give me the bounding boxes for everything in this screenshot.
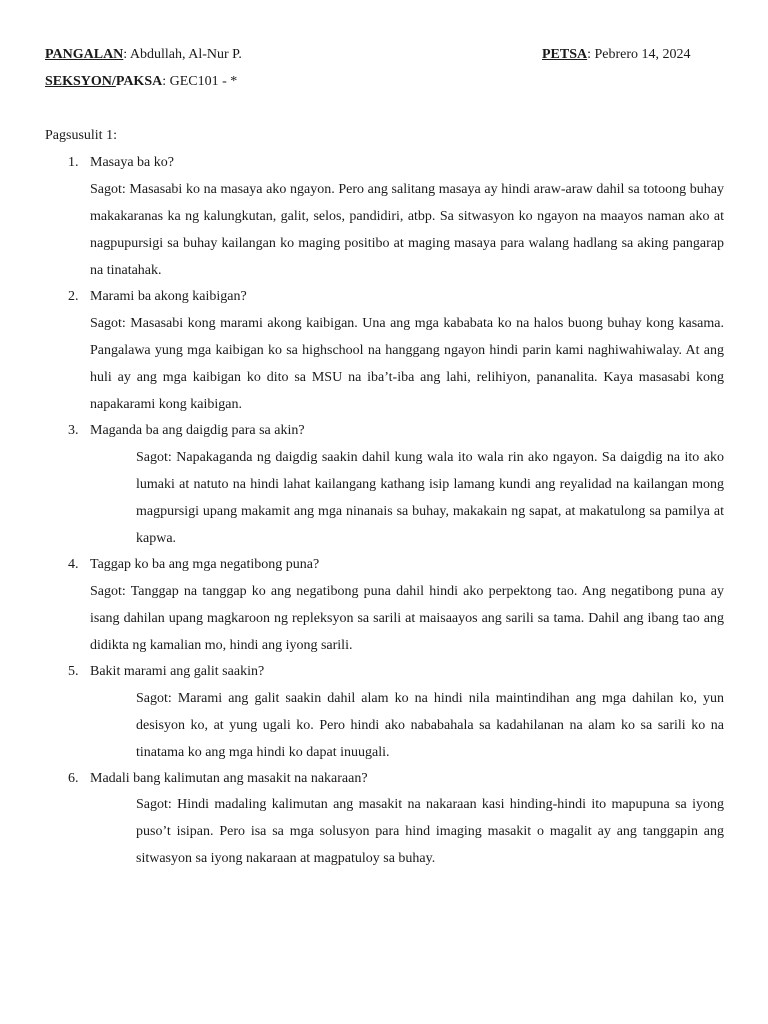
question-number: 1. — [68, 155, 79, 170]
question-number: 6. — [68, 771, 79, 786]
answer-5: Sagot: Marami ang galit saakin dahil alam ko na hindi nila maintindihan ang mga dahilan ko, yun desisyon ko, at yung ugali ko. Pero hindi ako nababahala sa kadahilanan na alam ko sa sarili ko na tinatama ko ang mga hindi ko dapat inuugali. — [136, 691, 724, 760]
question-text: Bakit marami ang galit saakin? — [90, 664, 265, 679]
question-text: Madali bang kalimutan ang masakit na nakaraan? — [90, 771, 368, 786]
question-text: Taggap ko ba ang mga negatibong puna? — [90, 557, 320, 572]
name-value: : Abdullah, Al-Nur P. — [123, 47, 242, 62]
question-number: 5. — [68, 664, 79, 679]
question-number: 4. — [68, 557, 79, 572]
subject-label: PAKSA — [115, 74, 163, 89]
answer-1: Sagot: Masasabi ko na masaya ako ngayon. Pero ang salitang masaya ay hindi araw-araw dahil sa totoong buhay makakaranas ka ng kalungkutan, galit, selos, pandidiri, atbp. Sa sitwasyon ko ngayon na maayos naman ako at nagpupursigi sa buhay kailangan ko maging positibo at maging masaya para walang hadlang sa aking pangarap na tinatahak. — [90, 182, 724, 278]
date-label: PETSA — [542, 47, 588, 62]
question-text: Masaya ba ko? — [90, 155, 174, 170]
question-number: 2. — [68, 289, 79, 304]
quiz-title: Pagsusulit 1: — [45, 128, 117, 143]
question-4 — [68, 556, 728, 574]
question-5 — [68, 663, 728, 681]
section-line — [45, 73, 237, 91]
answer-4: Sagot: Tanggap na tanggap ko ang negatibong puna dahil hindi ako perpektong tao. Ang negatibong puna ay isang dahilan upang magkaroon ng repleksyon sa sarili at maisaayos ang sarili sa tama. Dahil ang ibang tao ang didikta ng kamalian mo, hindi ang iyong sarili. — [90, 584, 724, 653]
section-label: SEKSYON/ — [45, 74, 116, 89]
question-number: 3. — [68, 423, 79, 438]
question-6 — [68, 770, 728, 788]
answer-6: Sagot: Hindi madaling kalimutan ang masakit na nakaraan kasi hinding-hindi ito mapupuna sa iyong puso’t isipan. Pero isa sa mga solusyon para hind imaging masakit o magalit ay ang tanggapin ang sitwasyon sa iyong nakaraan at magpatuloy sa buhay. — [136, 797, 724, 866]
section-value: : GEC101 - * — [162, 74, 238, 89]
question-3 — [68, 422, 728, 440]
date-value: : Pebrero 14, 2024 — [587, 47, 691, 62]
answer-2: Sagot: Masasabi kong marami akong kaibigan. Una ang mga kababata ko na halos buong buhay kong kasama. Pangalawa yung mga kaibigan ko sa highschool na hanggang ngayon hindi parin kami naghiwahiwalay. At ang huli ay ang mga kaibigan ko dito sa MSU na iba’t-iba ang lahi, relihiyon, pananalita. Kaya masasabi kong napakarami kong kaibigan. — [90, 316, 724, 412]
question-1 — [68, 154, 728, 172]
question-text: Maganda ba ang daigdig para sa akin? — [90, 423, 305, 438]
answer-3: Sagot: Napakaganda ng daigdig saakin dahil kung wala ito wala rin ako ngayon. Sa daigdig na ito ako lumaki at natuto na hindi lahat kailangang kathang isip lamang kundi ang reyalidad na kailangan mong magpursigi upang makamit ang mga ninanais sa buhay, makakain ng sapat, at makatulong sa pamilya at kapwa. — [136, 450, 724, 546]
question-2 — [68, 288, 728, 306]
name-label: PANGALAN — [45, 47, 124, 62]
question-text: Marami ba akong kaibigan? — [90, 289, 247, 304]
name-line — [45, 46, 242, 64]
date-line — [542, 46, 691, 64]
